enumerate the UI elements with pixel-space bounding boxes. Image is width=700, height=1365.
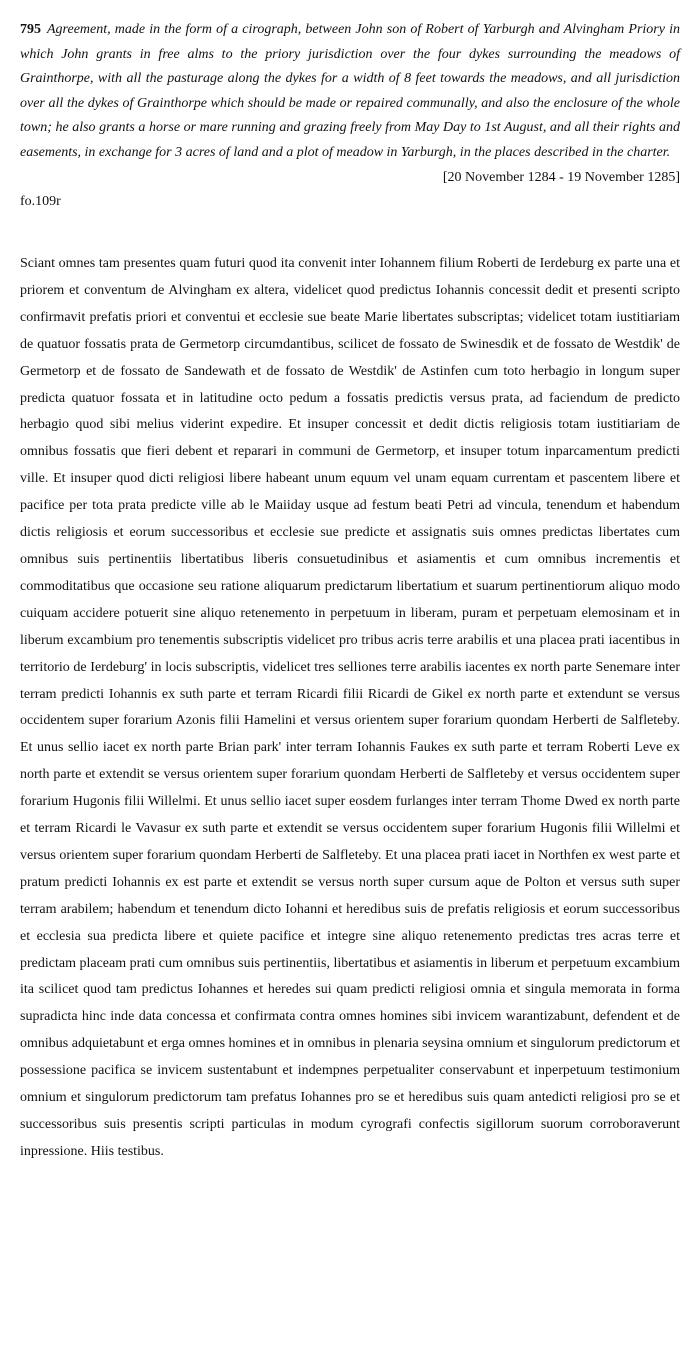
entry-summary (20, 18, 680, 165)
entry-number: 795 (20, 22, 41, 37)
folio-reference: fo.109r (20, 194, 61, 209)
charter-text: Sciant omnes tam presentes quam futuri quod ita convenit inter Iohannem filium Roberti de Ierdeburg ex parte una et priorem et conventum de Alvingham ex altera, videlicet quod predictus Iohannis concessit dedit et presenti scripto confirmavit prefatis priori et conventui et ecclesie sue beate Marie libertates subscriptas; videlicet totam iustitiariam de quatuor fossatis prata de Germetorp circumdantibus, scilicet de fossato de Swinesdik et de fossato de Westdik' de Germetorp et de fossato de Sandewath et de fossato de Westdik' de Astinfen cum toto herbagio in longum super predicta quatuor fossata et in latitudine octo pedum a fossatis predictis versus prata, ad faciendum de predicto herbagio quod sibi melius viderint expedire. Et insuper concessit et dedit dictis religiosis totam iustitiariam de omnibus fossatis que fieri debent et reparari in communi de Germetorp, et insuper totum inparcamentum predicti ville. Et insuper quod dicti religiosi libere habeant unum equum vel unam equam currentam et pascentem libere et pacifice per tota prata predicte ville ab le Maiiday usque ad festum beati Petri ad vincula, tenendum et habendum dictis religiosis et eorum successoribus et ecclesie sue predicte et assignatis suis omnes predictas libertates cum omnibus suis pertinentiis libertatibus liberis consuetudinibus et asiamentis et cum omnibus incrementis et commoditatibus que occasione seu ratione aliquarum predictarum libertatium et suarum pertinentiorum aliquo modo cuiquam accidere potuerit sine aliquo retenemento in perpetuum in liberam, puram et perpetuam elemosinam et in liberum excambium pro tenementis subscriptis videlicet pro tribus acris terre arabilis et una placea prati iacentibus in territorio de Ierdeburg' in locis subscriptis, videlicet tres selliones terre arabilis iacentes ex north parte Senemare inter terram predicti Iohannis ex suth parte et terram Ricardi filii Ricardi de Gikel ex north parte et extendunt se versus occidentem super forarium Azonis filii Hamelini et versus orientem super forarium quondam Herberti de Salfleteby. Et unus sellio iacet ex north parte Brian park' inter terram Iohannis Faukes ex suth parte et terram Roberti Leve ex north parte et extendit se versus orientem super forarium quondam Herberti de Salfleteby et versus occidentem super forarium Hugonis filii Willelmi. Et unus sellio iacet super eosdem furlanges inter terram Thome Dwed ex north parte et terram Ricardi le Vavasur ex suth parte et extendit se versus occidentem super forarium Hugonis filii Willelmi et versus orientem super forarium quondam Herberti de Salfleteby. Et una placea prati iacet in Northfen ex west parte et pratum predicti Iohannis ex est parte et extendit se versus north super cursum aque de Polton et versus suth super terram arabilem; habendum et tenendum dicto Iohanni et heredibus suis de prefatis religiosis et eorum successoribus et ecclesia sua predicta libere et quiete pacifice et integre sine aliquo retenemento predictas tres acras terre et predictam placeam prati cum omnibus suis pertinentiis, libertatibus et asiamentis in liberum et perpetuum excambium ita scilicet quod tam predictus Iohannes et heredes sui quam predicti religiosi omnia et singula memorata in forma supradicta hinc inde data concessa et confirmata contra omnes homines sibi invicem warantizabunt, defendent et de omnibus adquietabunt et erga omnes homines et in omnibus in plenaria seysina omnium et singulorum predictorum et possessione pacifica se invicem sustentabunt et indempnes perpetualiter conservabunt et inperpetuum testimonium omnium et singulorum predictorum tam prefatus Iohannes pro se et heredibus suis quam antedicti religiosi pro se et successoribus suis presentis scripti particulas in modum cyrografi confectis sigillorum suorum corroboraverunt inpressione. Hiis testibus. (20, 256, 680, 1159)
entry-date: [20 November 1284 - 19 November 1285] (442, 170, 680, 185)
summary-text: Agreement, made in the form of a cirograph, between John son of Robert of Yarburgh and Alvingham Priory in which John grants in free alms to the priory jurisdiction over the four dykes surrounding the meadows of Grainthorpe, with all the pasturage along the dykes for a width of 8 feet towards the meadows, and all jurisdiction over all the dykes of Grainthorpe which should be made or repaired communally, and also the enclosure of the whole town; he also grants a horse or mare running and grazing freely from May Day to 1st August, and all their rights and easements, in exchange for 3 acres of land and a plot of meadow in Yarburgh, in the places described in the charter. (20, 22, 680, 160)
